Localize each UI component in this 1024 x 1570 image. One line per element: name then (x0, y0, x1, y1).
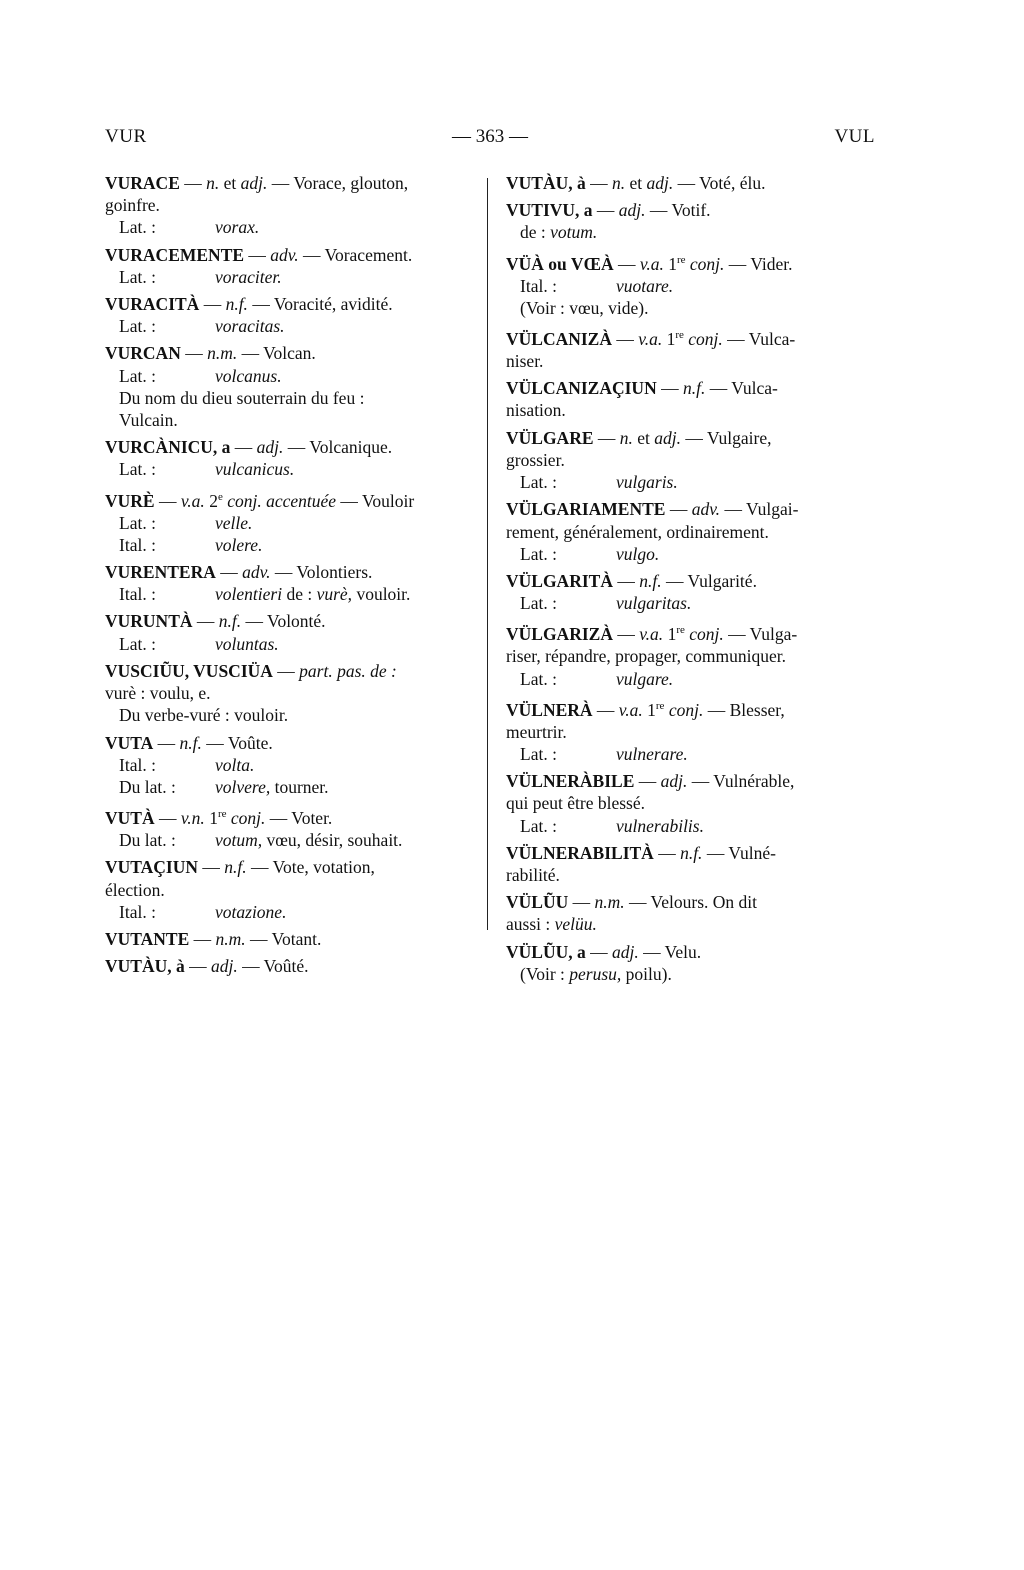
dictionary-entry (506, 498, 876, 565)
grammar-label: adv. (691, 499, 721, 520)
separator: — (612, 570, 640, 591)
entry-first-line (506, 770, 876, 792)
definition-continuation (506, 913, 876, 935)
grammar-label-2: conj. (683, 328, 723, 349)
note-text-2: poilu). (621, 963, 672, 984)
etymology-line (105, 633, 475, 655)
grammar-label-2: adj. (654, 427, 682, 448)
headword: VÜLNERABILITÀ (506, 842, 654, 863)
dictionary-entry (506, 377, 876, 421)
etymology-source: vulcanicus. (215, 459, 295, 480)
separator: — (612, 624, 640, 645)
etymology-source: vulnerare. (616, 743, 688, 764)
entry-first-line (506, 324, 876, 350)
entry-first-line (105, 436, 475, 458)
definition-continuation-text: élection. (105, 879, 165, 900)
entry-note: vurè : voulu, e. (105, 683, 211, 704)
variant-form: velüu. (554, 914, 597, 935)
etymology-language: Ital. : (119, 584, 156, 605)
etymology-language: Lat. : (119, 365, 156, 386)
entry-first-line (105, 244, 475, 266)
separator: — (613, 253, 640, 274)
grammar-label: n.f. (225, 294, 248, 315)
entry-note (506, 963, 876, 985)
definition: — Votant. (245, 928, 322, 949)
etymology-language: Ital. : (119, 901, 156, 922)
etymology-language: Du lat. : (119, 776, 176, 797)
etymology-language: Lat. : (119, 633, 156, 654)
headword: VURÈ (105, 490, 155, 511)
dictionary-entry (105, 486, 475, 556)
etymology-language: Ital. : (520, 275, 557, 296)
entry-first-line (105, 803, 475, 829)
separator: — (656, 378, 683, 399)
separator: — (592, 699, 619, 720)
etymology-language: Lat. : (119, 217, 156, 238)
definition: — Voracité, avidité. (247, 294, 393, 315)
definition: — Vulné- (702, 842, 776, 863)
etymology-language: Lat. : (520, 472, 557, 493)
etymology-line (506, 668, 876, 690)
etymology-source: vulgo. (616, 543, 660, 564)
separator: — (653, 842, 681, 863)
etymology-gloss: vœu, désir, souhait. (262, 830, 403, 851)
dictionary-entry (105, 660, 475, 727)
definition-continuation (506, 645, 876, 667)
grammar-connector: 1 (663, 253, 677, 274)
grammar-label-2: conj. (226, 807, 266, 828)
separator: — (192, 611, 219, 632)
dictionary-entry (105, 803, 475, 851)
headword: VUTAÇIUN (105, 857, 199, 878)
etymology-language: Lat. : (119, 316, 156, 337)
grammar-connector: et (219, 173, 241, 193)
etymology-line (506, 275, 876, 297)
definition: — Vulgaire, (681, 427, 772, 448)
definition: — Vulca- (722, 328, 796, 349)
dictionary-entry (506, 249, 876, 319)
separator: — (153, 732, 180, 753)
grammar-label: n. (619, 427, 633, 448)
etymology-source: vulnerabilis. (616, 815, 704, 836)
entry-note: (Voir : vœu, vide). (520, 297, 649, 318)
grammar-label-2: conj. (685, 253, 725, 274)
definition-continuation-text: qui peut être blessé. (506, 793, 645, 814)
separator: — (198, 857, 225, 878)
ordinal-suffix: e (217, 490, 223, 503)
headword: VÜÀ ou VŒÀ (506, 253, 614, 274)
etymology-language: de : (520, 222, 546, 243)
headword: VURCAN (105, 343, 181, 364)
entry-note: Vulcain. (119, 410, 178, 431)
headword: VURENTERA (105, 562, 216, 583)
headword: VÜLGARIAMENTE (506, 499, 666, 520)
grammar-label: adv. (242, 562, 271, 583)
grammar-connector: 1 (642, 699, 656, 720)
definition: — Votif. (645, 200, 711, 221)
etymology-line (506, 743, 876, 765)
dictionary-entry (506, 891, 876, 935)
grammar-label: v.n. (180, 807, 205, 828)
separator: — (611, 328, 639, 349)
running-head-left: VUR (105, 126, 147, 147)
dictionary-entry (506, 199, 876, 243)
headword: VURACE (105, 173, 180, 193)
dictionary-entry (105, 732, 475, 799)
etymology-line (105, 534, 475, 556)
entry-first-line (506, 842, 876, 864)
grammar-label-2: conj. (664, 699, 704, 720)
definition: — Vulgai- (720, 499, 799, 520)
definition-continuation-text: riser, répandre, propager, communiquer. (506, 646, 786, 667)
etymology-source: velle. (215, 512, 253, 533)
dictionary-entry (105, 856, 475, 923)
grammar-label: adj. (611, 941, 639, 962)
definition-continuation (506, 350, 876, 372)
headword: VURUNTÀ (105, 611, 193, 632)
definition: — Vulgarité. (661, 570, 757, 591)
headword: VUTA (105, 732, 154, 753)
grammar-label: n.f. (639, 570, 662, 591)
etymology-gloss: tourner. (270, 776, 329, 797)
entry-first-line (105, 561, 475, 583)
dictionary-entry (105, 955, 475, 977)
definition-continuation-text: grossier. (506, 449, 565, 470)
grammar-connector: 2 (204, 490, 218, 511)
etymology-source-2: vurè, (316, 584, 353, 605)
etymology-line (105, 216, 475, 238)
etymology-line (506, 543, 876, 565)
etymology-source: vorax. (215, 217, 260, 238)
grammar-label: v.a. (618, 699, 643, 720)
etymology-source: vulgaritas. (616, 593, 692, 614)
entry-first-line (105, 928, 475, 950)
separator: — (665, 499, 692, 520)
definition: — Voûte. (201, 732, 273, 753)
etymology-source: volvere, (215, 776, 271, 797)
definition: — Velours. On dit (624, 892, 758, 913)
definition-continuation (506, 792, 876, 814)
entry-note: Du nom du dieu souterrain du feu : (119, 387, 365, 408)
definition: — Volonté. (241, 611, 326, 632)
etymology-line (506, 592, 876, 614)
grammar-connector: 1 (663, 624, 677, 645)
etymology-line (105, 901, 475, 923)
etymology-line (506, 815, 876, 837)
etymology-language: Lat. : (520, 593, 557, 614)
etymology-language: Lat. : (119, 266, 156, 287)
page-number: — 363 — (452, 126, 528, 147)
definition-continuation-text: aussi : (506, 914, 555, 935)
entry-note: Du verbe-vuré : vouloir. (119, 705, 289, 726)
entry-first-line (105, 486, 475, 512)
etymology-source: vulgaris. (616, 472, 678, 493)
separator: — (180, 343, 208, 364)
entry-first-line (506, 199, 876, 221)
grammar-label: part. pas. de : (299, 660, 397, 681)
entry-first-line (506, 249, 876, 275)
entry-first-line (506, 172, 876, 194)
grammar-label: n. (206, 173, 220, 193)
definition: — Vider. (724, 253, 793, 274)
definition-continuation-text: meurtrir. (506, 721, 567, 742)
etymology-source: volcanus. (215, 365, 282, 386)
note-reference: perusu, (569, 963, 622, 984)
dictionary-entry (105, 610, 475, 654)
dictionary-entry (105, 928, 475, 950)
separator: — (199, 294, 226, 315)
etymology-language: Ital. : (119, 534, 156, 555)
etymology-line (105, 754, 475, 776)
grammar-connector: 1 (204, 807, 218, 828)
entry-first-line (105, 610, 475, 632)
etymology-source: volentieri (215, 584, 283, 605)
headword: VÜLGARIZÀ (506, 624, 613, 645)
definition-continuation-text: rement, généralement, ordinairement. (506, 521, 769, 542)
running-head-right: VUL (834, 126, 875, 147)
etymology-source: volta. (215, 754, 255, 775)
entry-first-line (105, 293, 475, 315)
dictionary-entry (105, 172, 475, 239)
entry-first-line (506, 891, 876, 913)
dictionary-entry (506, 619, 876, 689)
etymology-language: Du lat. : (119, 830, 176, 851)
definition: — Velu. (638, 941, 702, 962)
etymology-line (105, 829, 475, 851)
etymology-line (105, 583, 475, 605)
grammar-label: n.m. (207, 343, 238, 364)
headword: VÜLGARE (506, 427, 594, 448)
right-column (506, 172, 876, 990)
grammar-label: n.m. (215, 928, 246, 949)
definition-continuation (506, 521, 876, 543)
etymology-line (105, 266, 475, 288)
grammar-label: adj. (618, 200, 646, 221)
grammar-label: adv. (270, 244, 299, 265)
etymology-language: Lat. : (119, 459, 156, 480)
etymology-source: votum, (215, 830, 263, 851)
dictionary-entry (506, 172, 876, 194)
etymology-line (506, 471, 876, 493)
entry-first-line (506, 427, 876, 449)
dictionary-entry (506, 324, 876, 372)
headword: VÜLCANIZAÇIUN (506, 378, 657, 399)
definition: — Vulga- (723, 624, 798, 645)
grammar-connector: 1 (662, 328, 676, 349)
headword: VUSCIŨU, VUSCIÜA (105, 660, 273, 681)
etymology-language: Lat. : (520, 668, 557, 689)
grammar-label: n.f. (682, 378, 706, 399)
grammar-label: n.f. (179, 732, 202, 753)
definition-continuation (506, 449, 876, 471)
etymology-source: votum. (550, 222, 598, 243)
ordinal-suffix: re (655, 699, 665, 712)
separator: — (154, 807, 181, 828)
grammar-label: n.f. (224, 857, 247, 878)
grammar-label-2: adj. (240, 173, 268, 193)
headword: VÜLCANIZÀ (506, 328, 612, 349)
separator: — (585, 941, 612, 962)
definition: — Blesser, (703, 699, 785, 720)
headword: VURACITÀ (105, 294, 200, 315)
entry-first-line (506, 941, 876, 963)
etymology-line (105, 315, 475, 337)
grammar-label: adj. (210, 956, 238, 977)
dictionary-entry (506, 842, 876, 886)
etymology-source: vuotare. (616, 275, 674, 296)
definition-continuation (506, 399, 876, 421)
page-header (105, 126, 875, 158)
separator: — (568, 892, 595, 913)
dictionary-entry (105, 293, 475, 337)
headword: VÜLŨU (506, 892, 569, 913)
left-column (105, 172, 475, 982)
etymology-line (506, 221, 876, 243)
headword: VÜLŨU, a (506, 941, 586, 962)
separator: — (189, 928, 216, 949)
dictionary-entry (506, 427, 876, 494)
entry-first-line (506, 377, 876, 399)
entry-first-line (506, 498, 876, 520)
dictionary-entry (506, 941, 876, 985)
ordinal-suffix: re (675, 329, 684, 342)
etymology-line (105, 365, 475, 387)
grammar-label: n.f. (218, 611, 242, 632)
headword: VURACEMENTE (105, 244, 245, 265)
definition-continuation-text: goinfre. (105, 195, 160, 216)
separator: — (634, 771, 661, 792)
grammar-label: v.a. (639, 253, 664, 274)
grammar-label: n.f. (680, 842, 703, 863)
etymology-source: voracitas. (215, 316, 285, 337)
definition: — Volcan. (237, 343, 316, 364)
grammar-connector: et (632, 427, 655, 448)
entry-first-line (506, 619, 876, 645)
dictionary-entry (105, 342, 475, 431)
dictionary-entry (105, 436, 475, 480)
etymology-language: Lat. : (520, 743, 557, 764)
etymology-language: Ital. : (119, 754, 156, 775)
definition-continuation (105, 194, 475, 216)
grammar-label: v.a. (639, 624, 664, 645)
etymology-gloss-2: vouloir. (352, 584, 411, 605)
etymology-language: Lat. : (520, 543, 557, 564)
entry-first-line (506, 695, 876, 721)
separator: — (184, 956, 211, 977)
grammar-connector: et (625, 173, 647, 193)
definition-continuation-text: rabilité. (506, 865, 560, 885)
headword: VUTIVU, a (506, 200, 593, 221)
headword: VUTÀU, à (105, 956, 185, 977)
headword: VURCÀNICU, a (105, 437, 231, 458)
definition: — Vulca- (705, 378, 778, 399)
grammar-label: n.m. (594, 892, 625, 913)
headword: VUTANTE (105, 928, 190, 949)
entry-first-line (105, 172, 475, 194)
dictionary-entry (105, 561, 475, 605)
ordinal-suffix: re (676, 253, 686, 266)
definition: — Voter. (265, 807, 333, 828)
etymology-source: volere. (215, 534, 263, 555)
headword: VÜLGARITÀ (506, 570, 613, 591)
separator: — (215, 562, 243, 583)
dictionary-entry (105, 244, 475, 288)
ordinal-suffix: re (676, 624, 685, 637)
entry-first-line (105, 342, 475, 364)
definition: — Vote, votation, (246, 857, 375, 878)
etymology-line (105, 776, 475, 798)
definition: — Volontiers. (270, 562, 373, 583)
definition-continuation-text: nisation. (506, 400, 566, 421)
separator: — (593, 427, 620, 448)
separator: — (179, 173, 207, 193)
definition-continuation (506, 721, 876, 743)
grammar-label: v.a. (180, 490, 205, 511)
separator: — (230, 437, 257, 458)
etymology-language: Lat. : (119, 512, 156, 533)
definition: — Voté, élu. (673, 173, 766, 193)
definition: — Voracement. (298, 244, 413, 265)
etymology-gloss: de : (282, 584, 317, 605)
definition-continuation-text: niser. (506, 351, 544, 372)
column-divider (487, 178, 488, 930)
etymology-source: voraciter. (215, 266, 282, 287)
separator: — (592, 200, 619, 221)
entry-first-line (506, 570, 876, 592)
definition: — Voûté. (237, 956, 309, 977)
definition-continuation (105, 879, 475, 901)
etymology-line (105, 458, 475, 480)
etymology-line (105, 512, 475, 534)
etymology-source: voluntas. (215, 633, 279, 654)
definition: — Vulnérable, (687, 771, 795, 792)
headword: VUTÀU, à (506, 173, 586, 193)
separator: — (272, 660, 300, 681)
dictionary-entry (506, 770, 876, 837)
note-text: (Voir : (520, 963, 570, 984)
entry-first-line (105, 660, 475, 682)
grammar-label: v.a. (638, 328, 663, 349)
entry-first-line (105, 732, 475, 754)
dictionary-entry (506, 695, 876, 765)
grammar-label-2: adj. (646, 173, 674, 193)
headword: VÜLNERÀ (506, 699, 593, 720)
definition: — Volcanique. (283, 437, 393, 458)
separator: — (154, 490, 181, 511)
grammar-label: adj. (256, 437, 284, 458)
separator: — (585, 173, 612, 193)
etymology-source: votazione. (215, 901, 287, 922)
entry-first-line (105, 955, 475, 977)
headword: VÜLNERÀBILE (506, 771, 635, 792)
grammar-label: adj. (660, 771, 688, 792)
definition-continuation (506, 864, 876, 886)
grammar-label-2: conj. (684, 624, 724, 645)
dictionary-entry (506, 570, 876, 614)
ordinal-suffix: re (217, 808, 227, 821)
entry-first-line (105, 856, 475, 878)
definition: — Vouloir (336, 490, 415, 511)
grammar-label: n. (611, 173, 626, 193)
grammar-label-2: conj. accentuée (222, 490, 337, 511)
etymology-source: vulgare. (616, 668, 674, 689)
headword: VUTÀ (105, 807, 155, 828)
definition: — Vorace, glouton, (267, 173, 409, 193)
etymology-language: Lat. : (520, 815, 557, 836)
separator: — (244, 244, 271, 265)
